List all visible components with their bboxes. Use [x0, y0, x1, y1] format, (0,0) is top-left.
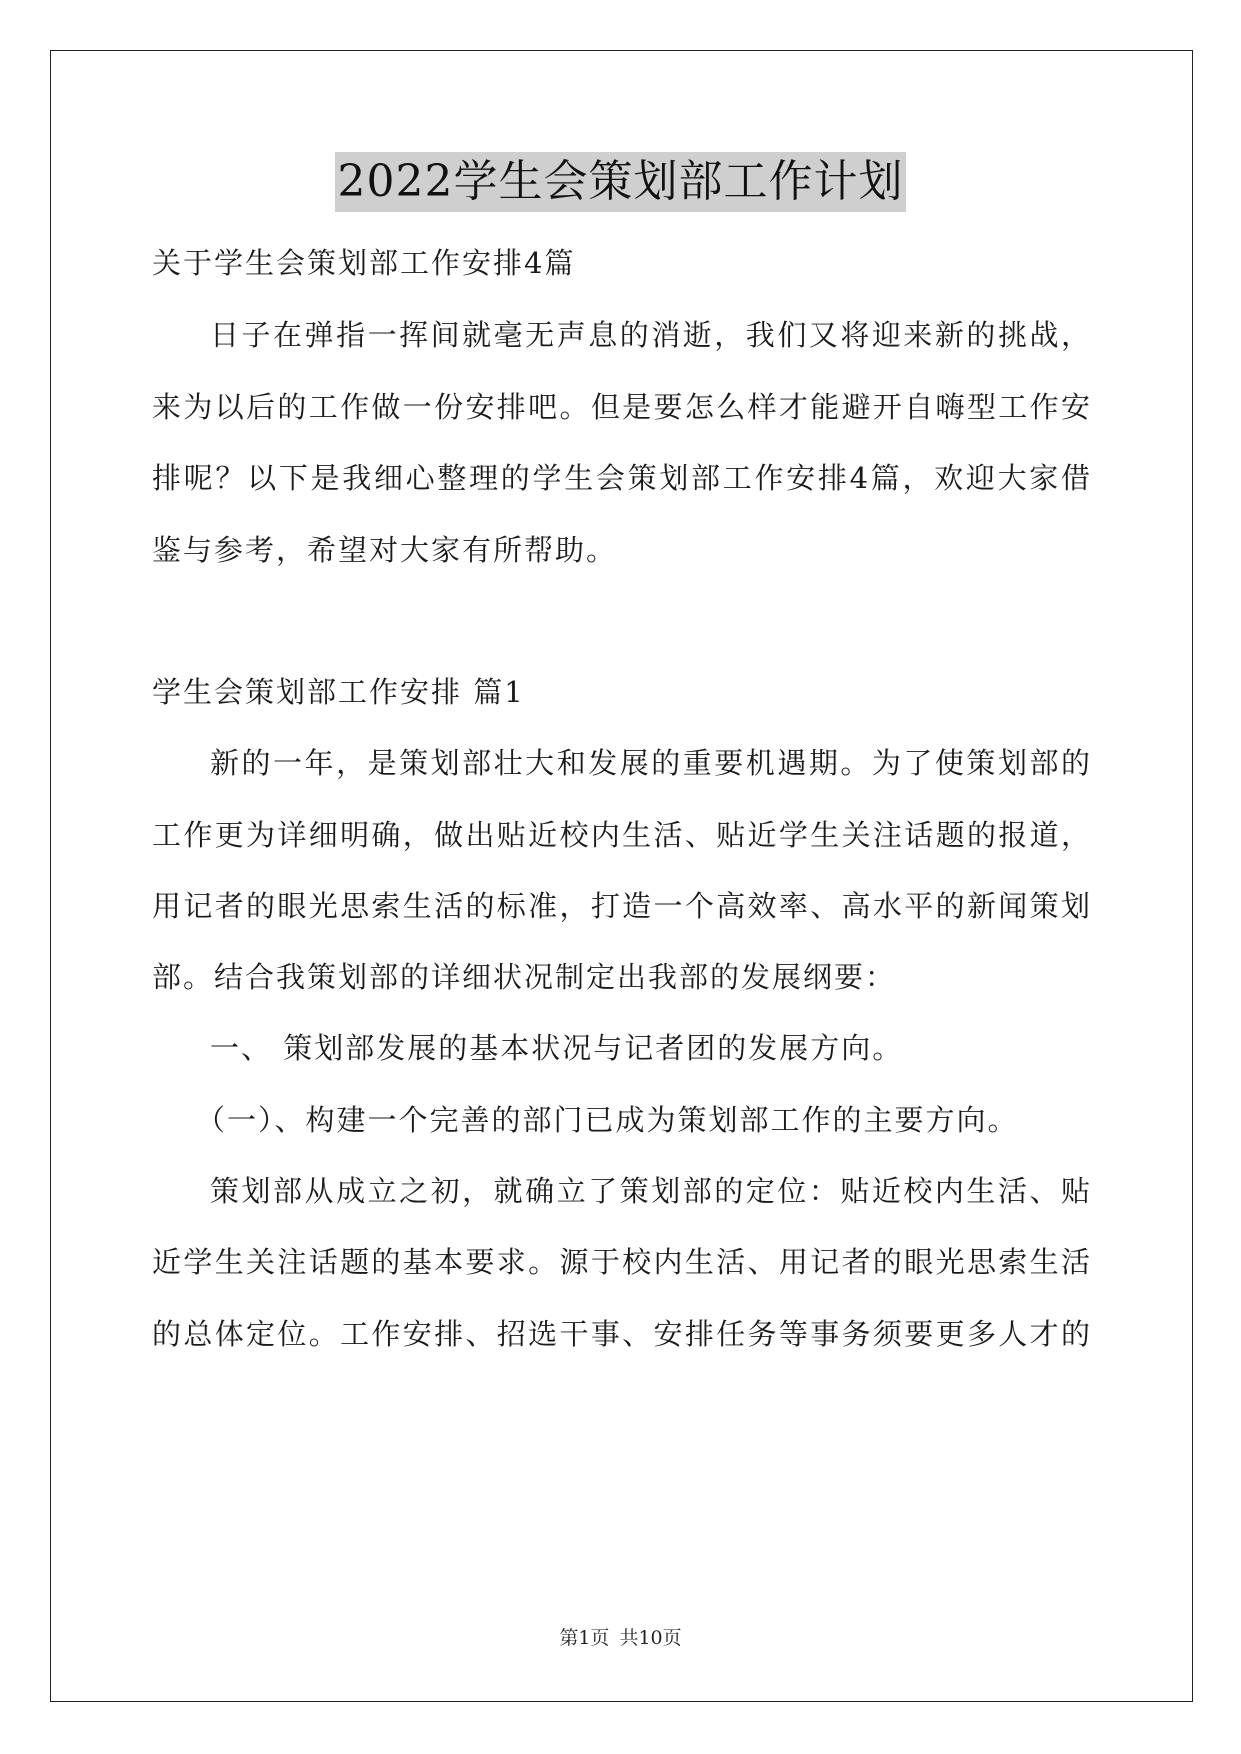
section-paragraph-line: 用记者的眼光思索生活的标准，打造一个高效率、高水平的新闻策划: [152, 889, 1090, 923]
total-pages: 共10页: [619, 1627, 682, 1649]
page-footer: [0, 1626, 1241, 1650]
outline-subheading: （一）、构建一个完善的部门已成为策划部工作的主要方向。: [196, 1103, 1019, 1137]
page-number: 第1页: [559, 1627, 610, 1649]
intro-paragraph-line: 排呢？以下是我细心整理的学生会策划部工作安排4篇，欢迎大家借: [152, 461, 1090, 495]
section-paragraph-line: 的总体定位。工作安排、招选干事、安排任务等事务须要更多人才的: [152, 1317, 1090, 1351]
outline-heading: 一、 策划部发展的基本状况与记者团的发展方向。: [210, 1031, 904, 1065]
page-border: [50, 50, 1193, 1702]
section-heading: 学生会策划部工作安排 篇1: [152, 675, 525, 709]
section-paragraph-line: 部。结合我策划部的详细状况制定出我部的发展纲要：: [152, 960, 897, 994]
section-paragraph-line: 新的一年，是策划部壮大和发展的重要机遇期。为了使策划部的: [210, 746, 1090, 780]
document-subtitle: 关于学生会策划部工作安排4篇: [152, 246, 576, 280]
section-paragraph-line: 近学生关注话题的基本要求。源于校内生活、用记者的眼光思索生活: [152, 1245, 1090, 1279]
title-container: [0, 152, 1241, 212]
intro-paragraph-line: 鉴与参考，希望对大家有所帮助。: [152, 533, 618, 567]
section-paragraph-line: 工作更为详细明确，做出贴近校内生活、贴近学生关注话题的报道，: [152, 818, 1090, 852]
intro-paragraph-line: 来为以后的工作做一份安排吧。但是要怎么样才能避开自嗨型工作安: [152, 390, 1090, 424]
document-title: 2022学生会策划部工作计划: [335, 152, 907, 212]
section-paragraph-line: 策划部从成立之初，就确立了策划部的定位：贴近校内生活、贴: [210, 1174, 1090, 1208]
intro-paragraph-line: 日子在弹指一挥间就毫无声息的消逝，我们又将迎来新的挑战，: [210, 318, 1090, 352]
